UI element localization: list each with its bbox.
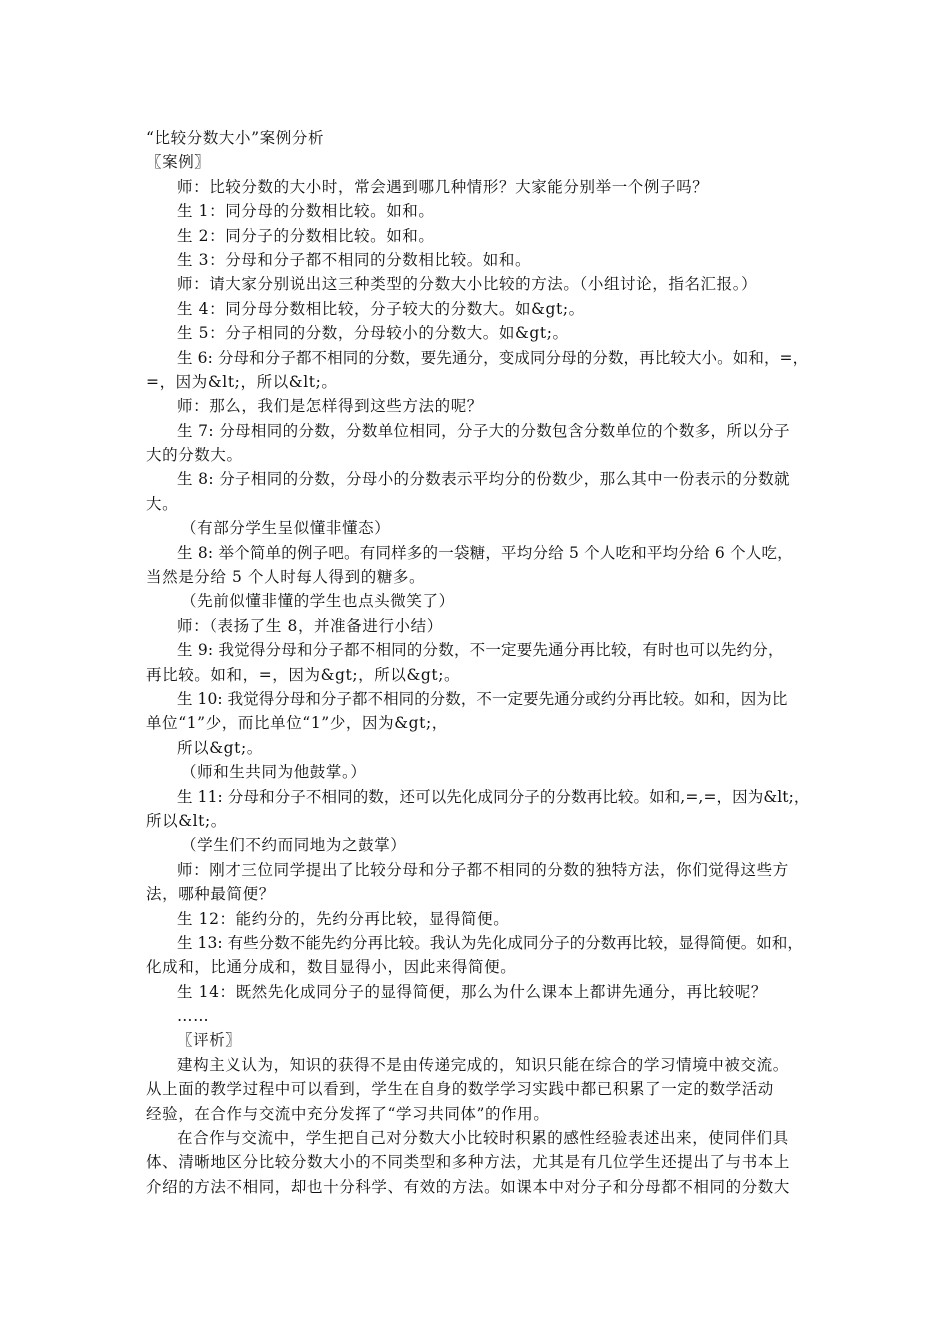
case-line: 生 7: 分母相同的分数，分数单位相同，分子大的分数包含分数单位的个数多，所以分子: [177, 421, 790, 440]
case-line: 师：刚才三位同学提出了比较分母和分子都不相同的分数的独特方法，你们觉得这些方: [177, 860, 789, 879]
review-line: 体、清晰地区分比较分数大小的不同类型和多种方法，尤其是有几位学生还提出了与书本上: [146, 1153, 791, 1172]
case-line: 师：请大家分别说出这三种类型的分数大小比较的方法。（小组讨论，指名汇报。）: [177, 275, 758, 294]
case-line: 师：比较分数的大小时，常会遇到哪几种情形？大家能分别举一个例子吗？: [177, 177, 709, 196]
case-line: （师和生共同为他鼓掌。）: [181, 763, 367, 782]
case-line: =，因为&lt;，所以&lt;。: [146, 372, 338, 391]
case-line: 化成和，比通分成和，数目显得小，因此来得简便。: [146, 958, 517, 977]
review-line: 从上面的教学过程中可以看到，学生在自身的数学学习实践中都已积累了一定的数学活动: [146, 1080, 774, 1099]
case-line: （先前似懂非懂的学生也点头微笑了）: [181, 592, 455, 611]
case-line: ……: [177, 1007, 210, 1026]
case-line: 师：那么，我们是怎样得到这些方法的呢？: [177, 397, 483, 416]
case-line: 大。: [146, 494, 179, 513]
section-heading-case: 〖案例〗: [146, 153, 211, 172]
case-line: 生 14：既然先化成同分子的显得简便，那么为什么课本上都讲先通分，再比较呢？: [177, 982, 767, 1001]
case-line: 生 12：能约分的，先约分再比较，显得简便。: [177, 909, 510, 928]
case-line: 生 1：同分母的分数相比较。如和。: [177, 202, 435, 221]
case-line: 生 6: 分母和分子都不相同的分数，要先通分，变成同分母的分数，再比较大小。如和，=，: [177, 348, 809, 367]
review-line: 建构主义认为，知识的获得不是由传递完成的，知识只能在综合的学习情境中被交流。: [177, 1055, 789, 1074]
case-line: 所以&lt;。: [146, 811, 227, 830]
case-line: 生 8: 分子相同的分数，分母小的分数表示平均分的份数少，那么其中一份表示的分数就: [177, 470, 790, 489]
case-line: 生 11: 分母和分子不相同的数，还可以先化成同分子的分数再比较。如和,=,=，因为&lt;，: [177, 787, 810, 806]
case-line: 当然是分给 5 个人时每人得到的糖多。: [146, 568, 426, 587]
case-line: 生 10: 我觉得分母和分子都不相同的分数，不一定要先通分或约分再比较。如和，因为比: [177, 689, 788, 708]
document-title: “比较分数大小”案例分析: [146, 129, 325, 147]
case-line: （学生们不约而同地为之鼓掌）: [181, 836, 407, 855]
section-heading-review: 〖评析〗: [177, 1031, 242, 1050]
case-line: 再比较。如和，=，因为&gt;，所以&gt;。: [146, 665, 461, 684]
case-line: 师：（表扬了生 8，并准备进行小结）: [177, 616, 443, 635]
review-line: 在合作与交流中，学生把自己对分数大小比较时积累的感性经验表述出来，使同伴们具: [177, 1129, 789, 1148]
case-line: 法，哪种最简便？: [146, 885, 275, 904]
review-line: 介绍的方法不相同，却也十分科学、有效的方法。如课本中对分子和分母都不相同的分数大: [146, 1177, 791, 1196]
case-line: 生 9: 我觉得分母和分子都不相同的分数，不一定要先通分再比较，有时也可以先约分，: [177, 641, 784, 660]
case-line: 所以&gt;。: [177, 738, 263, 757]
document-page: [146, 126, 808, 1199]
case-line: 生 4：同分母分数相比较，分子较大的分数大。如&gt;。: [177, 299, 585, 318]
case-line: 生 5：分子相同的分数，分母较小的分数大。如&gt;。: [177, 324, 569, 343]
review-line: 经验，在合作与交流中充分发挥了“学习共同体”的作用。: [146, 1104, 550, 1123]
case-line: 大的分数大。: [146, 446, 243, 465]
case-line: 单位“1”少，而比单位“1”少，因为&gt;，: [146, 714, 448, 733]
case-line: 生 13: 有些分数不能先约分再比较。我认为先化成同分子的分数再比较，显得简便。如和，: [177, 933, 803, 952]
case-line: 生 2：同分子的分数相比较。如和。: [177, 226, 435, 245]
case-line: 生 8: 举个简单的例子吧。有同样多的一袋糖，平均分给 5 个人吃和平均分给 6 个人吃，: [177, 543, 793, 562]
case-line: 生 3：分母和分子都不相同的分数相比较。如和。: [177, 250, 532, 269]
case-line: （有部分学生呈似懂非懂态）: [181, 519, 391, 538]
